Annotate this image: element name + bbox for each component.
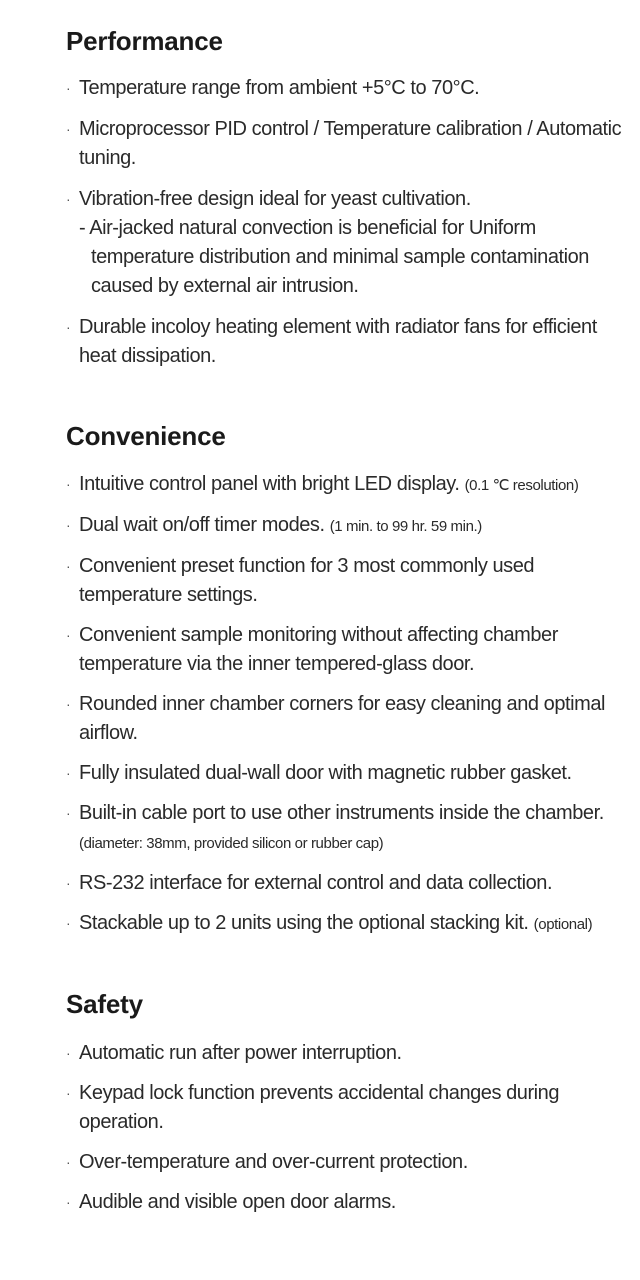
item-text: Microprocessor PID control / Temperature calibration / Automatic tuning.	[79, 118, 622, 169]
list-item	[66, 511, 636, 541]
feature-list	[66, 74, 636, 371]
list-item	[66, 1039, 636, 1068]
item-text: Convenient preset function for 3 most commonly used temperature settings.	[79, 555, 535, 606]
item-text: RS-232 interface for external control and data collection.	[79, 872, 553, 894]
list-item	[66, 1079, 636, 1137]
list-item	[66, 552, 636, 610]
section-heading: Performance	[66, 26, 223, 56]
section-performance	[66, 26, 636, 371]
item-text: Built-in cable port to use other instruments inside the chamber.	[79, 802, 604, 824]
list-item	[66, 759, 636, 788]
bullet: ·	[66, 1045, 71, 1061]
bullet: ·	[66, 915, 71, 931]
feature-list	[66, 1039, 636, 1217]
item-note: (0.1 ℃ resolution)	[464, 477, 579, 494]
item-text: Keypad lock function prevents accidental changes during operation.	[79, 1082, 560, 1133]
bullet: ·	[66, 875, 71, 891]
item-text: Audible and visible open door alarms.	[79, 1191, 396, 1213]
list-item	[66, 185, 636, 301]
bullet: ·	[66, 80, 71, 96]
bullet: ·	[66, 191, 71, 207]
list-item	[66, 74, 636, 103]
bullet: ·	[66, 476, 71, 492]
bullet: ·	[66, 765, 71, 781]
section-heading: Safety	[66, 989, 143, 1019]
item-text: Stackable up to 2 units using the optional stacking kit.	[79, 912, 529, 934]
list-item	[66, 313, 636, 371]
bullet: ·	[66, 558, 71, 574]
item-subtext: - Air-jacked natural convection is beneficial for Uniform temperature distribution and minimal sample contamination caused by external air intrusion.	[79, 217, 589, 297]
bullet: ·	[66, 696, 71, 712]
list-item	[66, 115, 636, 173]
item-text: Intuitive control panel with bright LED display.	[79, 473, 460, 495]
list-item	[66, 909, 636, 939]
bullet: ·	[66, 121, 71, 137]
item-note: (1 min. to 99 hr. 59 min.)	[329, 518, 482, 535]
list-item	[66, 1148, 636, 1177]
item-text: Temperature range from ambient +5°C to 70°C.	[79, 77, 480, 99]
feature-list	[66, 470, 636, 939]
item-text: Vibration-free design ideal for yeast cultivation.	[79, 188, 471, 210]
item-text: Convenient sample monitoring without affecting chamber temperature via the inner tempered-glass door.	[79, 624, 558, 675]
item-text: Durable incoloy heating element with radiator fans for efficient heat dissipation.	[79, 316, 597, 367]
list-item	[66, 470, 636, 500]
list-item	[66, 621, 636, 679]
list-item	[66, 690, 636, 748]
list-item	[66, 869, 636, 898]
item-text: Automatic run after power interruption.	[79, 1042, 402, 1064]
bullet: ·	[66, 627, 71, 643]
bullet: ·	[66, 1085, 71, 1101]
item-text: Rounded inner chamber corners for easy cleaning and optimal airflow.	[79, 693, 605, 744]
bullet: ·	[66, 805, 71, 821]
item-text: Fully insulated dual-wall door with magnetic rubber gasket.	[79, 762, 572, 784]
section-heading: Convenience	[66, 421, 226, 451]
bullet: ·	[66, 1154, 71, 1170]
section-convenience	[66, 421, 636, 939]
bullet: ·	[66, 1194, 71, 1210]
bullet: ·	[66, 517, 71, 533]
item-note: (diameter: 38mm, provided silicon or rubber cap)	[79, 835, 384, 852]
list-item	[66, 1188, 636, 1217]
list-item	[66, 799, 636, 858]
item-text: Over-temperature and over-current protection.	[79, 1151, 468, 1173]
item-note: (optional)	[533, 916, 593, 933]
section-safety	[66, 989, 636, 1217]
item-text: Dual wait on/off timer modes.	[79, 514, 325, 536]
bullet: ·	[66, 319, 71, 335]
